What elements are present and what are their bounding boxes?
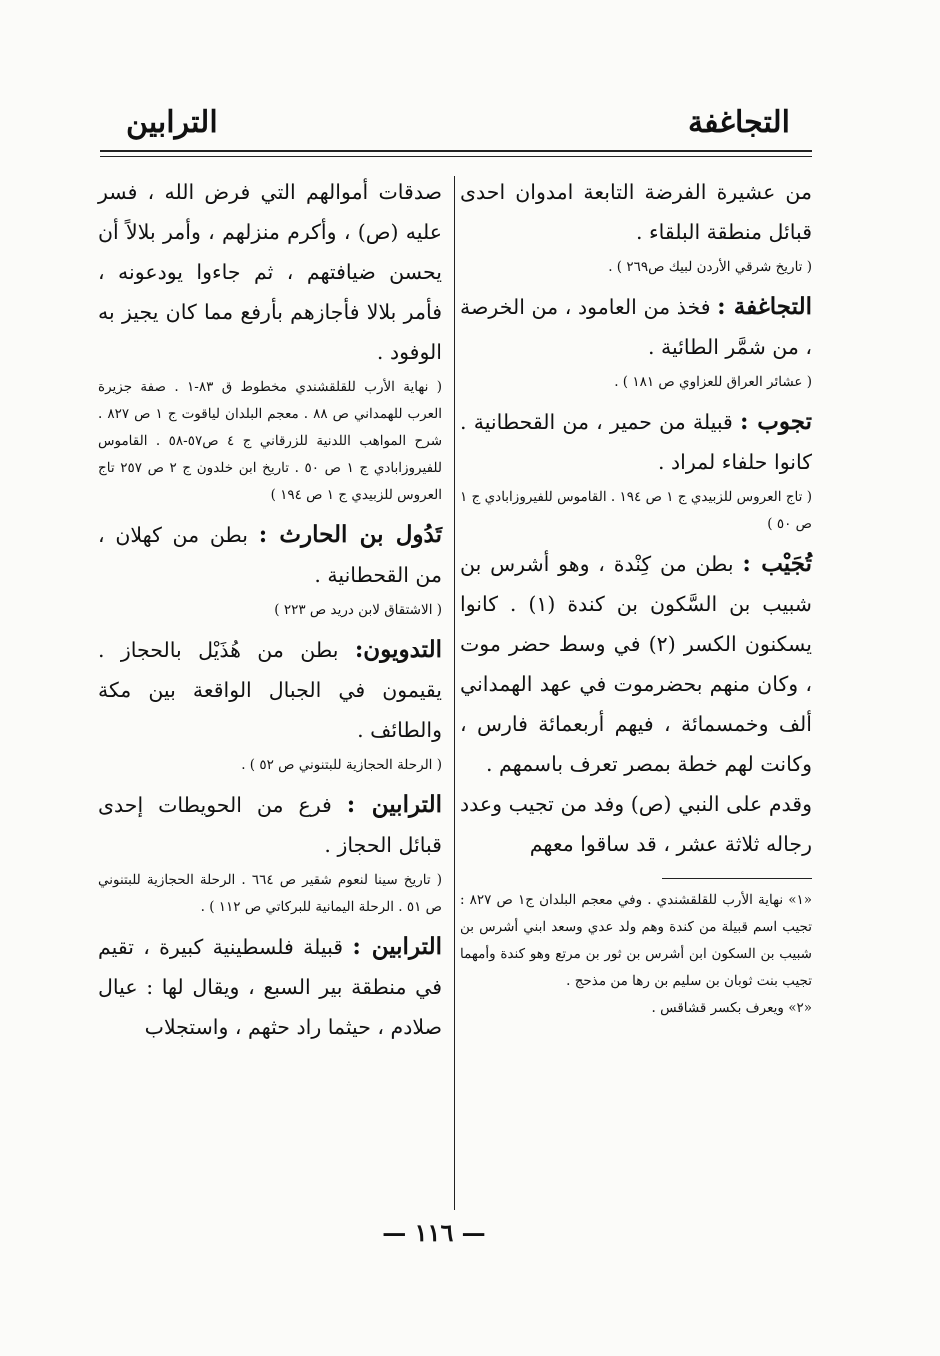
header-rule-thin (100, 156, 812, 157)
entry-text-continued: وقدم على النبي (ص) وفد من تجيب وعدد رجاله ثلاثة عشر ، قد ساقوا معهم (460, 792, 812, 856)
footnote-2: «٢» ويعرف بكسر قشاقس . (651, 1000, 812, 1016)
entry-term: التدويون: (354, 636, 442, 663)
entry-term: تُجَيْب : (742, 550, 812, 577)
entry (460, 544, 812, 784)
entry-term: الترابين : (346, 791, 442, 818)
running-header-right: التجاغفة (688, 105, 790, 140)
right-column (460, 172, 812, 1022)
entry-term: الترابين : (352, 933, 442, 960)
column-divider (454, 176, 455, 1210)
entry-term: التجاغفة : (717, 293, 812, 320)
entry (98, 515, 442, 595)
running-header-left: الترابين (126, 105, 218, 140)
source-citation: ( الاشتقاق لابن دريد ص ٢٢٣ ) (274, 602, 442, 618)
source-citation: ( تاريخ سينا لنعوم شقير ص ٦٦٤ . الرحلة الحجازية للبتنوني ص ٥١ . الرحلة اليمانية للبركاتي ص ١١٢ ) . (98, 872, 442, 915)
source-citation: ( تاج العروس للزبيدي ج ١ ص ١٩٤ . القاموس للفيروزابادي ج ١ ص ٥٠ ) (460, 489, 812, 532)
source-citation: ( نهاية الأرب للقلقشندي مخطوط ق ٨٣-١ . صفة جزيرة العرب للهمداني ص ٨٨ . معجم البلدان لياقوت ج ١ ص ٨٢٧ . شرح المواهب اللدنية للزرقاني ج ٤ ص٥٧-٥٨ . القاموس للفيروزابادي ج ١ ص ٥٠ . تاريخ ابن خلدون ج ٢ ص ٢٥٧ تاج العروس للزبيدي ج ١ ص ١٩٤ ) (98, 379, 443, 503)
entry-text: بطن من كِنْدة ، وهو أشرس بن شبيب بن السَّكون بن كندة (١) . كانوا يسكنون الكسر (٢) في وسط حضر موت ، وكان منهم بحضرموت في عهد الهمداني ألف وخمسمائة ، فيهم أربعمائة فارس ، وكانت لهم خطة بمصر تعرف باسمهم . (460, 552, 812, 776)
footnote-1: «١» نهاية الأرب للقلقشندي . وفي معجم البلدان ج١ ص ٨٢٧ : تجيب اسم قبيلة من كندة وهم ولد عدي وسعد ابني أشرس بن شبيب بن السكون ابن أشرس بن ثور بن مرتع وهو كندة وأمهما تجيب بنت ثوبان بن سليم بن رها من مذحج . (460, 892, 813, 989)
entry-text: قبيلة من حمير ، من القحطانية . كانوا حلفاء لمراد . (460, 410, 812, 474)
entry-text: قبيلة فلسطينية كبيرة ، تقيم في منطقة بير السبع ، ويقال لها : عيال صلادم ، حيثما راد حثهم ، واستجلاب (98, 935, 442, 1039)
entry (460, 402, 812, 482)
entry-text: من عشيرة الفرضة التابعة امدوان احدى قبائل منطقة البلقاء . (460, 180, 812, 244)
source-citation: ( تاريخ شرقي الأردن لبيك ص٢٦٩ ) . (608, 259, 812, 275)
entry (98, 630, 442, 750)
entry (98, 785, 442, 865)
entry (98, 927, 442, 1047)
page-number (0, 1218, 868, 1247)
header-rule-thick (100, 150, 812, 152)
entry-term: تَدُول بن الحارث : (258, 521, 442, 548)
left-column (98, 172, 442, 1047)
entry-text: فرع من الحويطات إحدى قبائل الحجاز . (98, 793, 442, 857)
entry-term: تجوب : (740, 408, 812, 435)
source-citation: ( عشائر العراق للعزاوي ص ١٨١ ) . (614, 374, 812, 390)
page-number-text: — ١١٦ — (382, 1218, 486, 1247)
entry-text: فخذ من العامود ، من الخرصة ، من شمَّر الطائية . (460, 295, 812, 359)
source-citation: ( الرحلة الحجازية للبتنوني ص ٥٢ ) . (241, 757, 442, 773)
entry (460, 287, 812, 367)
entry-text: بطن من كهلان ، من القحطانية . (98, 523, 442, 587)
entry-text-continued: صدقات أموالهم التي فرض الله ، فسر عليه (ص) ، وأكرم منزلهم ، وأمر بلالاً أن يحسن ضيافتهم ، ثم جاءوا يودعونه ، فأمر بلالا فأجازهم بأرفع مما كان يجيز به الوفود . (98, 180, 442, 364)
footnote-rule (662, 878, 812, 879)
entry-text: بطن من هُذَيْل بالحجاز . يقيمون في الجبال الواقعة بين مكة والطائف . (98, 638, 442, 742)
